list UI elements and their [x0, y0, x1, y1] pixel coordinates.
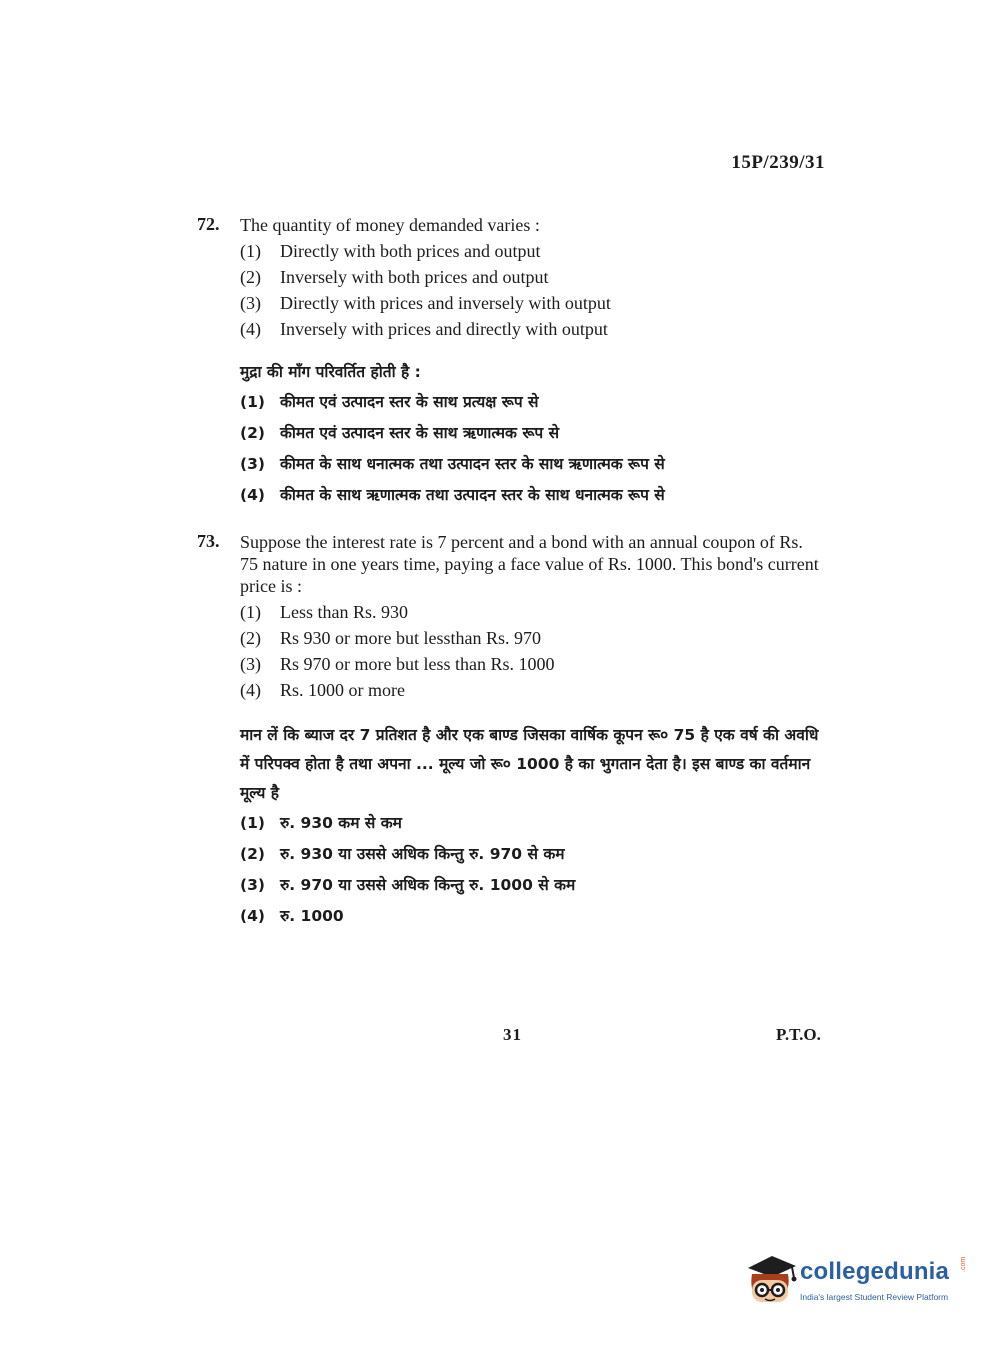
- question-block-hindi: [240, 721, 837, 936]
- page-number: 31: [503, 1025, 522, 1044]
- question-block-hindi: [240, 358, 837, 515]
- options-english: [240, 601, 837, 705]
- option-4: (4) Inversely with prices and directly with output: [240, 319, 608, 339]
- option-1-hindi: (1) कीमत एवं उत्पादन स्तर के साथ प्रत्यक्ष रूप से: [240, 393, 539, 411]
- question-stem-english: Suppose the interest rate is 7 percent and a bond with an annual coupon of Rs. 75 nature in one years time, paying a face value of Rs. 1000. This bond's current price is :: [240, 532, 819, 596]
- option-2: (2) Rs 930 or more but lessthan Rs. 970: [240, 628, 541, 648]
- brand-tagline: India's largest Student Review Platform: [800, 1292, 949, 1302]
- option-3: (3) Directly with prices and inversely with output: [240, 293, 611, 313]
- question-72: [197, 214, 837, 515]
- question-stem-english: The quantity of money demanded varies :: [240, 215, 540, 235]
- option-4-hindi: (4) कीमत के साथ ऋणात्मक तथा उत्पादन स्तर के साथ धनात्मक रूप से: [240, 486, 665, 504]
- question-stem-hindi: मुद्रा की माँग परिवर्तित होती है :: [240, 363, 421, 381]
- option-1: (1) Less than Rs. 930: [240, 602, 408, 622]
- pto-label: P.T.O.: [776, 1025, 821, 1044]
- option-4-hindi: (4) रु. 1000: [240, 907, 344, 925]
- option-2-hindi: (2) कीमत एवं उत्पादन स्तर के साथ ऋणात्मक रूप से: [240, 424, 560, 442]
- option-3-hindi: (3) रु. 970 या उससे अधिक किन्तु रु. 1000 से कम: [240, 876, 576, 894]
- options-english: [240, 240, 837, 344]
- option-3-hindi: (3) कीमत के साथ धनात्मक तथा उत्पादन स्तर के साथ ऋणात्मक रूप से: [240, 455, 665, 473]
- question-number: 72.: [197, 214, 220, 234]
- mascot-graduation-cap-icon: [742, 1250, 798, 1312]
- brand-domain: .com: [960, 1256, 967, 1272]
- option-2: (2) Inversely with both prices and output: [240, 267, 549, 287]
- collegedunia-watermark: [742, 1250, 972, 1312]
- option-4: (4) Rs. 1000 or more: [240, 680, 405, 700]
- paper-code: 15P/239/31: [731, 152, 825, 173]
- option-1-hindi: (1) रु. 930 कम से कम: [240, 814, 402, 832]
- option-3: (3) Rs 970 or more but less than Rs. 1000: [240, 654, 555, 674]
- question-number: 73.: [197, 531, 220, 551]
- option-1: (1) Directly with both prices and output: [240, 241, 541, 261]
- option-2-hindi: (2) रु. 930 या उससे अधिक किन्तु रु. 970 से कम: [240, 845, 565, 863]
- question-stem-hindi: मान लें कि ब्याज दर 7 प्रतिशत है और एक बाण्ड जिसका वार्षिक कूपन रू० 75 है एक वर्ष की अवधि में परिपक्व होता है तथा अपना ... मूल्य जो रू० 1000 है का भुगतान देता है। इस बाण्ड का वर्तमान मूल्य है: [240, 726, 819, 802]
- brand-name: collegedunia: [800, 1258, 950, 1285]
- question-73: [197, 531, 837, 936]
